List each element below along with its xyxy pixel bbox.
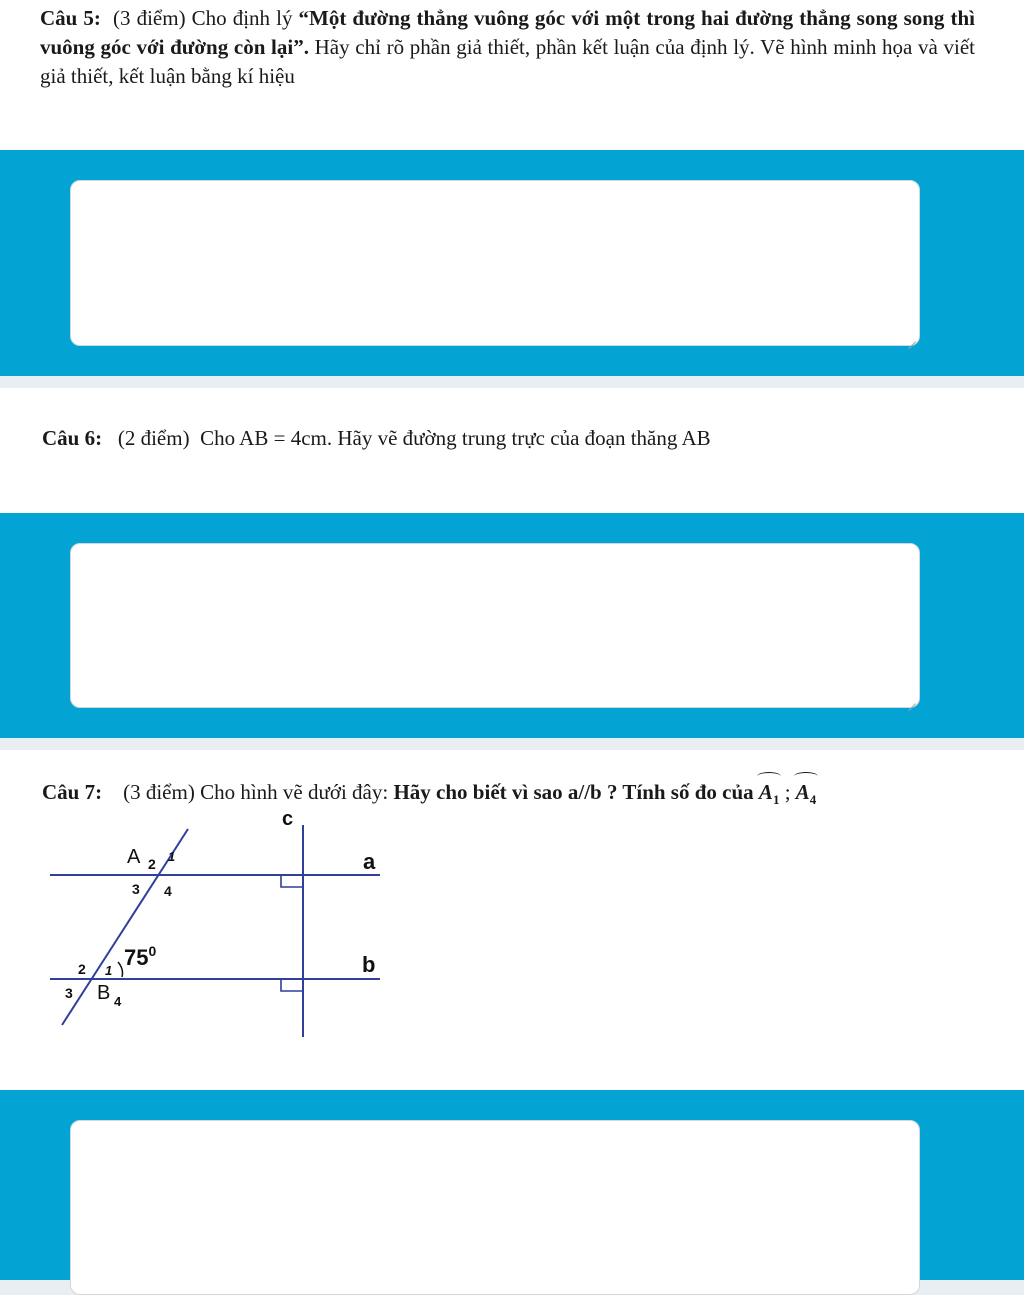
label-line-a: a [363,849,376,874]
label-a-angle4: 4 [164,883,172,899]
angle-a4-symbol [796,774,817,814]
resize-handle-icon[interactable] [908,334,916,342]
question-6-card [0,388,1024,513]
answer-textarea-7[interactable] [70,1120,920,1295]
question-5-label: Câu 5: [40,6,101,30]
question-6-body: Cho AB = 4cm. Hãy vẽ đường trung trực của đoạn thăng AB [200,426,711,450]
angle-separator: ; [779,780,796,804]
geometry-figure [40,805,400,1045]
label-a-angle3: 3 [132,881,140,897]
question-5-text [40,4,975,91]
resize-handle-icon[interactable] [908,696,916,704]
label-point-a: A [127,846,141,868]
label-b-angle3: 3 [65,985,73,1001]
label-b-angle1: 1 [105,963,113,978]
label-angle-value: $75^0$ [124,943,157,970]
angle-a1-symbol [759,774,780,814]
answer-textarea-5[interactable] [70,180,920,346]
question-5-theorem: “Một đường thẳng vuông góc với một trong hai đường thẳng song song thì vuông góc với đường còn lại”. [40,6,975,59]
answer-band-7 [0,1090,1024,1280]
angle-arc-b1 [118,962,123,977]
question-7-points: (3 điểm) [123,780,195,804]
answer-band-6 [0,513,1024,738]
label-a-angle1: 1 [168,849,176,864]
question-7-label: Câu 7: [42,780,103,804]
angle-a1-subscript: 1 [772,792,780,808]
angle-a4-subscript: 4 [809,792,817,808]
question-5-rest: Hãy chỉ rõ phần giả thiết, phần kết luận của định lý. Vẽ hình minh họa và viết giả thiết, kết luận bằng kí hiệu [40,35,975,88]
question-5-intro: Cho định lý [191,6,299,30]
question-7-intro: Cho hình vẽ dưới đây: [200,780,389,804]
answer-textarea-6[interactable] [70,543,920,708]
question-5-points: (3 điểm) [113,6,186,30]
angle-a4-letter: A [795,780,810,804]
answer-band-5 [0,150,1024,376]
label-b-angle4: 4 [114,994,122,1009]
label-line-b: b [362,952,376,977]
label-line-c: c [282,808,294,830]
question-6-points: (2 điểm) [117,426,190,450]
angle-a1-letter: A [758,780,773,804]
label-b-angle2: 2 [78,961,86,977]
question-6-text [42,424,982,453]
question-5-card [0,0,1024,150]
label-point-b: B [97,982,111,1004]
right-angle-mark-b [281,979,303,991]
right-angle-mark-a [281,875,303,887]
label-a-angle2: 2 [148,856,156,872]
question-6-label: Câu 6: [42,426,103,450]
question-7-question: Hãy cho biết vì sao a//b ? Tính số đo của [388,780,759,804]
